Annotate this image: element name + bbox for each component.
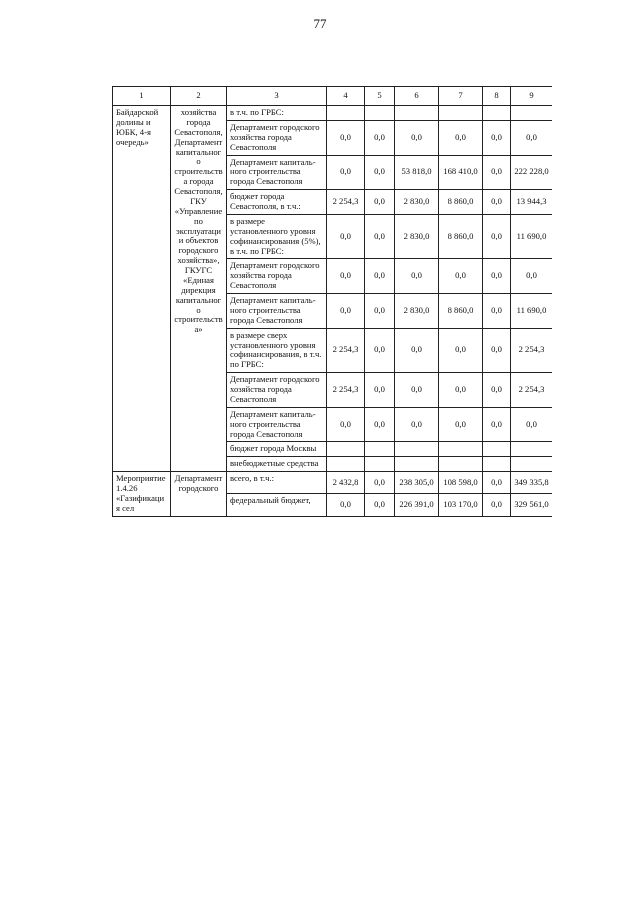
- source-cell: внебюджетные средства: [227, 457, 327, 472]
- value-cell: 0,0: [483, 259, 511, 294]
- value-cell: 8 860,0: [439, 190, 483, 215]
- value-cell: 0,0: [327, 259, 365, 294]
- value-cell: 0,0: [483, 373, 511, 408]
- value-cell: [511, 106, 553, 121]
- header-cell: 3: [227, 87, 327, 106]
- value-cell: 0,0: [365, 155, 395, 190]
- table-row: [113, 472, 553, 494]
- value-cell: 0,0: [327, 407, 365, 442]
- value-cell: 2 254,3: [327, 328, 365, 373]
- value-cell: 2 830,0: [395, 190, 439, 215]
- source-cell: Департамент капитального строительства города Севастополя: [227, 155, 327, 190]
- value-cell: 0,0: [365, 472, 395, 494]
- value-cell: [327, 442, 365, 457]
- value-cell: 0,0: [395, 373, 439, 408]
- financing-table: [112, 86, 552, 517]
- source-cell: Департамент городского хозяйства города Севастополя: [227, 259, 327, 294]
- value-cell: [365, 457, 395, 472]
- value-cell: 0,0: [365, 328, 395, 373]
- value-cell: 2 830,0: [395, 214, 439, 259]
- value-cell: 0,0: [439, 328, 483, 373]
- value-cell: 0,0: [483, 494, 511, 516]
- value-cell: 0,0: [483, 214, 511, 259]
- event-name-cell: Мероприятие 1.4.26 «Газификация сел: [113, 472, 171, 517]
- value-cell: 349 335,8: [511, 472, 553, 494]
- table-container: [112, 86, 552, 862]
- value-cell: 0,0: [483, 328, 511, 373]
- value-cell: [483, 442, 511, 457]
- value-cell: [395, 457, 439, 472]
- value-cell: 0,0: [327, 294, 365, 329]
- value-cell: 0,0: [395, 407, 439, 442]
- value-cell: 0,0: [395, 259, 439, 294]
- value-cell: 0,0: [483, 155, 511, 190]
- source-cell: всего, в т.ч.:: [227, 472, 327, 494]
- source-cell: бюджет города Москвы: [227, 442, 327, 457]
- value-cell: 13 944,3: [511, 190, 553, 215]
- value-cell: 0,0: [365, 494, 395, 516]
- value-cell: [511, 457, 553, 472]
- header-cell: 4: [327, 87, 365, 106]
- value-cell: 0,0: [365, 120, 395, 155]
- value-cell: 0,0: [365, 190, 395, 215]
- value-cell: 2 254,3: [327, 190, 365, 215]
- value-cell: 0,0: [439, 120, 483, 155]
- header-cell: 9: [511, 87, 553, 106]
- value-cell: 2 830,0: [395, 294, 439, 329]
- value-cell: 11 690,0: [511, 214, 553, 259]
- value-cell: 0,0: [511, 407, 553, 442]
- value-cell: [483, 106, 511, 121]
- value-cell: 0,0: [365, 259, 395, 294]
- header-row: [113, 87, 553, 106]
- value-cell: 0,0: [483, 120, 511, 155]
- source-cell: в размере сверх установленного уровня софинансирования, в т.ч. по ГРБС:: [227, 328, 327, 373]
- value-cell: 0,0: [327, 214, 365, 259]
- event-name-cell: Байдарской долины и ЮБК, 4-я очередь»: [113, 106, 171, 472]
- source-cell: в размере установленного уровня софинансирования (5%), в т.ч. по ГРБС:: [227, 214, 327, 259]
- value-cell: 108 598,0: [439, 472, 483, 494]
- value-cell: 0,0: [439, 259, 483, 294]
- value-cell: [365, 106, 395, 121]
- value-cell: 226 391,0: [395, 494, 439, 516]
- value-cell: 0,0: [365, 294, 395, 329]
- value-cell: [483, 457, 511, 472]
- header-cell: 7: [439, 87, 483, 106]
- value-cell: 0,0: [395, 328, 439, 373]
- value-cell: [365, 442, 395, 457]
- value-cell: 8 860,0: [439, 294, 483, 329]
- value-cell: [439, 442, 483, 457]
- source-cell: бюджет города Севастополя, в т.ч.:: [227, 190, 327, 215]
- value-cell: 0,0: [439, 407, 483, 442]
- source-cell: в т.ч. по ГРБС:: [227, 106, 327, 121]
- value-cell: 0,0: [365, 214, 395, 259]
- value-cell: 0,0: [327, 494, 365, 516]
- value-cell: 0,0: [483, 472, 511, 494]
- value-cell: 0,0: [483, 294, 511, 329]
- value-cell: 8 860,0: [439, 214, 483, 259]
- value-cell: [395, 442, 439, 457]
- value-cell: 53 818,0: [395, 155, 439, 190]
- page-number: 77: [313, 16, 327, 31]
- value-cell: 0,0: [483, 190, 511, 215]
- source-cell: Департамент городского хозяйства города Севастополя: [227, 373, 327, 408]
- value-cell: 0,0: [327, 155, 365, 190]
- table-row: [113, 106, 553, 121]
- value-cell: 103 170,0: [439, 494, 483, 516]
- value-cell: 238 305,0: [395, 472, 439, 494]
- value-cell: 0,0: [395, 120, 439, 155]
- value-cell: 329 561,0: [511, 494, 553, 516]
- source-cell: Департамент капитального строительства города Севастополя: [227, 407, 327, 442]
- value-cell: 2 432,8: [327, 472, 365, 494]
- value-cell: [439, 106, 483, 121]
- value-cell: 0,0: [439, 373, 483, 408]
- source-cell: федеральный бюджет,: [227, 494, 327, 516]
- value-cell: 2 254,3: [327, 373, 365, 408]
- value-cell: 2 254,3: [511, 373, 553, 408]
- value-cell: [395, 106, 439, 121]
- value-cell: 222 228,0: [511, 155, 553, 190]
- value-cell: [327, 457, 365, 472]
- source-cell: Департамент городского хозяйства города Севастополя: [227, 120, 327, 155]
- header-cell: 5: [365, 87, 395, 106]
- value-cell: [511, 442, 553, 457]
- value-cell: [327, 106, 365, 121]
- value-cell: 0,0: [365, 373, 395, 408]
- header-cell: 1: [113, 87, 171, 106]
- executor-cell: Департамент городского: [171, 472, 227, 517]
- header-cell: 8: [483, 87, 511, 106]
- executor-cell: хозяйства города Севастополя, Департамент капитального строительства города Севастополя, ГКУ «Управление по эксплуатации объектов городского хозяйства», ГКУГС «Единая дирекция капитального строительства»: [171, 106, 227, 472]
- value-cell: 0,0: [483, 407, 511, 442]
- source-cell: Департамент капитального строительства города Севастополя: [227, 294, 327, 329]
- value-cell: 0,0: [511, 259, 553, 294]
- value-cell: 0,0: [511, 120, 553, 155]
- value-cell: 11 690,0: [511, 294, 553, 329]
- value-cell: 0,0: [365, 407, 395, 442]
- value-cell: 2 254,3: [511, 328, 553, 373]
- header-cell: 6: [395, 87, 439, 106]
- value-cell: [439, 457, 483, 472]
- value-cell: 0,0: [327, 120, 365, 155]
- header-cell: 2: [171, 87, 227, 106]
- value-cell: 168 410,0: [439, 155, 483, 190]
